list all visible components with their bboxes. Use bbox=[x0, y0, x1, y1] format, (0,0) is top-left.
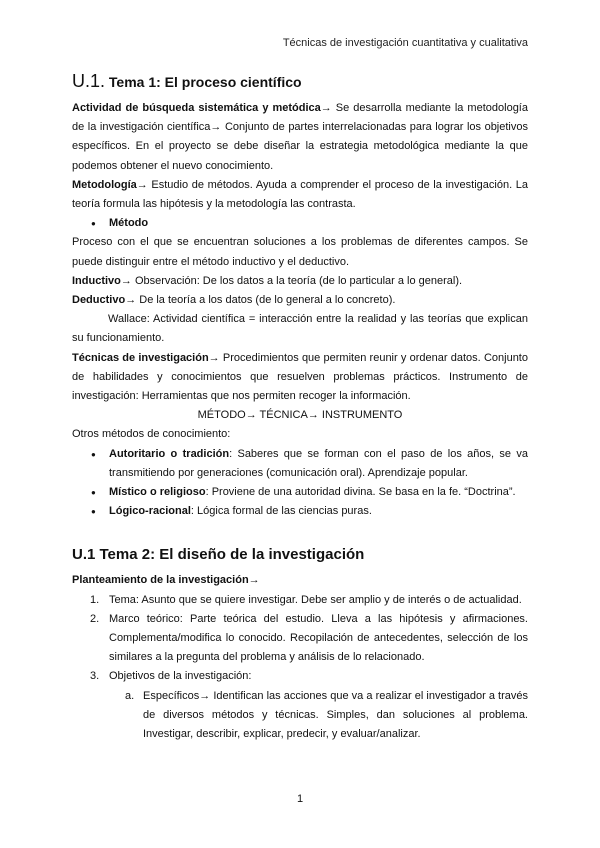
deductivo-paragraph bbox=[72, 291, 528, 310]
actividad-paragraph bbox=[72, 99, 528, 176]
metodologia-text: → Estudio de métodos. Ayuda a comprender el proceso de la investigación. La teoría formula las hipótesis y la metodología las contrasta. bbox=[72, 178, 528, 211]
tema1-unit: U.1. bbox=[72, 71, 106, 91]
metodo-list bbox=[72, 214, 528, 233]
list-item bbox=[72, 610, 528, 668]
method-chain: MÉTODO→ TÉCNICA→ INSTRUMENTO bbox=[197, 409, 403, 422]
actividad-text: → Se desarrolla mediante la metodología de la investigación científica→ Conjunto de partes interrelacionadas para lograr los objetivos específicos. En el proyecto se debe diseñar la estrategia metodológica mediante la que podemos obtener el nuevo conocimiento. bbox=[72, 102, 528, 172]
list-item-text: Marco teórico: Parte teórica del estudio. Lleva a las hipótesis y afirmaciones. Complementa/modifica lo conocido. Recopilación de antecedentes, selección de los similares a la pregunta del problema y análisis de lo relacionado. bbox=[109, 612, 528, 664]
list-item bbox=[109, 687, 528, 745]
list-item-term: Místico o religioso bbox=[109, 486, 206, 499]
tecnicas-paragraph bbox=[72, 349, 528, 407]
planteamiento-list bbox=[72, 591, 528, 745]
inductivo-term: Inductivo bbox=[72, 274, 121, 287]
tema1-title: Tema 1: El proceso científico bbox=[108, 74, 302, 90]
deductivo-text: → De la teoría a los datos (de lo general a lo concreto). bbox=[125, 294, 396, 307]
page-number: 1 bbox=[296, 793, 304, 805]
page-content bbox=[72, 71, 528, 744]
list-item bbox=[72, 445, 528, 483]
deductivo-term: Deductivo bbox=[72, 294, 126, 307]
list-item-text: : Lógica formal de las ciencias puras. bbox=[190, 505, 372, 518]
list-item-term: Autoritario o tradición bbox=[109, 447, 230, 460]
metodologia-paragraph bbox=[72, 176, 528, 214]
list-item bbox=[72, 483, 528, 502]
proceso-paragraph: Proceso con el que se encuentran soluciones a los problemas de diferentes campos. Se puede distinguir entre el método inductivo y el deductivo. bbox=[72, 236, 528, 268]
planteamiento-label bbox=[72, 571, 528, 590]
list-item-text: : Saberes que se forman con el paso de los años, se va transmitiendo por generaciones (comunicación oral). Aprendizaje popular. bbox=[109, 447, 529, 479]
list-item-term: Lógico-racional bbox=[109, 505, 191, 518]
inductivo-text: → Observación: De los datos a la teoría (de lo particular a lo general). bbox=[120, 274, 463, 287]
list-number: 3. bbox=[90, 670, 100, 683]
objetivos-sublist bbox=[109, 687, 528, 745]
list-item bbox=[72, 667, 528, 744]
inductivo-paragraph bbox=[72, 272, 528, 291]
list-item bbox=[72, 591, 528, 610]
tema2-heading: U.1 Tema 2: El diseño de la investigación bbox=[72, 546, 365, 564]
planteamiento-term: Planteamiento de la investigación→ bbox=[72, 574, 260, 587]
running-header: Técnicas de investigación cuantitativa y cualitativa bbox=[282, 37, 528, 49]
list-number: a. bbox=[125, 689, 135, 702]
list-item-text: Objetivos de la investigación: bbox=[109, 670, 252, 683]
otros-list bbox=[72, 445, 528, 522]
list-item bbox=[72, 502, 528, 521]
tecnicas-text: → Procedimientos que permiten reunir y ordenar datos. Conjunto de habilidades y conocimientos que resuelven problemas prácticos. Instrumento de investigación: Herramientas que nos permiten recoger la información. bbox=[72, 351, 528, 403]
list-item-text: Específicos→ Identifican las acciones que va a realizar el investigador a través de diversos métodos y técnicas. Simples, dan soluciones al problema. Investigar, describir, explicar, predecir, y evaluar/analizar. bbox=[143, 689, 528, 741]
wallace-paragraph: Wallace: Actividad científica = interacción entre la realidad y las teorías que explican su funcionamiento. bbox=[72, 313, 528, 345]
tema1-heading bbox=[72, 71, 528, 92]
list-item-text: Tema: Asunto que se quiere investigar. Debe ser amplio y de interés o de actualidad. bbox=[109, 593, 522, 606]
actividad-term: Actividad de búsqueda sistemática y metódica bbox=[72, 102, 321, 114]
list-item-text: : Proviene de una autoridad divina. Se basa en la fe. “Doctrina”. bbox=[205, 486, 516, 499]
metodo-label: Método bbox=[109, 217, 149, 230]
list-number: 2. bbox=[90, 612, 100, 625]
metodo-bullet bbox=[72, 214, 528, 233]
tecnicas-term: Técnicas de investigación bbox=[72, 351, 209, 364]
metodologia-term: Metodología bbox=[72, 178, 137, 191]
list-number: 1. bbox=[90, 593, 100, 606]
otros-intro: Otros métodos de conocimiento: bbox=[72, 428, 231, 441]
